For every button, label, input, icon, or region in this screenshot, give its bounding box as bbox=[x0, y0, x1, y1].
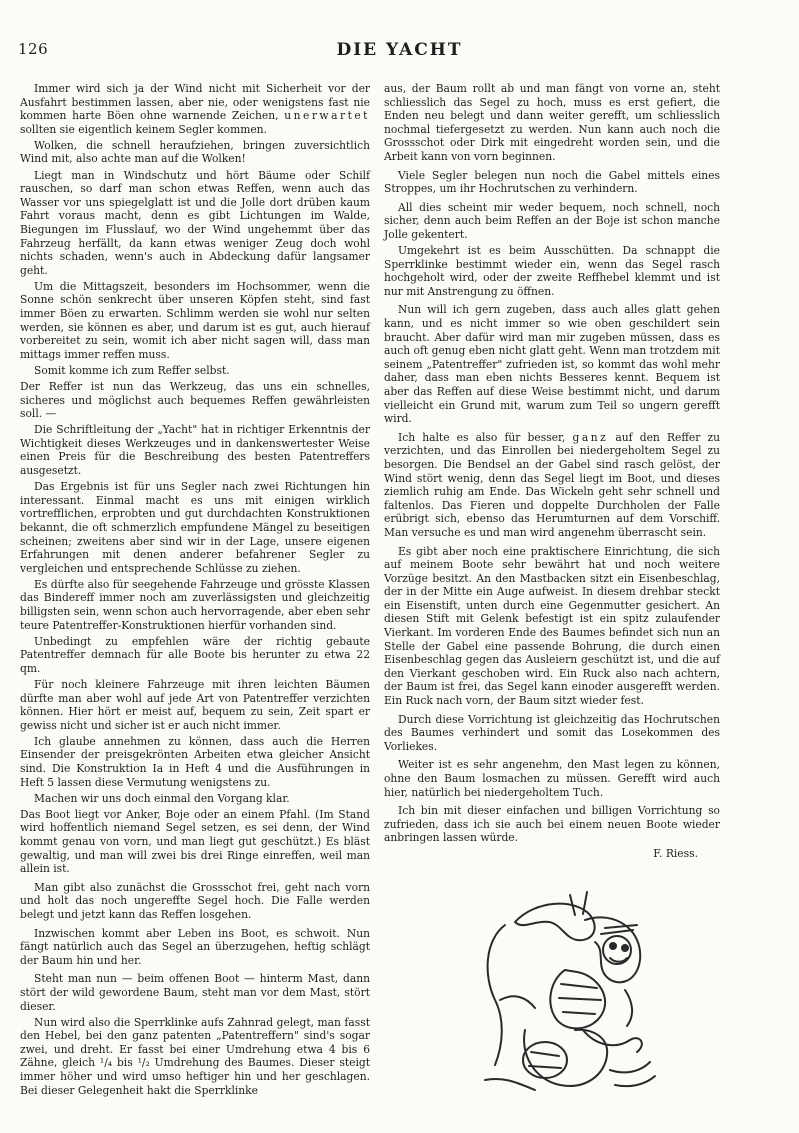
paragraph: Nun wird also die Sperrklinke aufs Zahnrad gelegt, man fasst den Hebel, bei den ganz patenten „Patentreffern" sind's sogar zwei, und dreht. Er fasst bei einer Umdrehung etwa 4 bis 6 Zähne, gleich ¹/₄ bis ¹/₂ Umdrehung des Baumes. Dieser steigt immer höher und wird umso heftiger hin und her geschlagen. Bei dieser Gelegenheit hakt die Sperrklinke bbox=[20, 1015, 370, 1097]
paragraph: Ich bin mit dieser einfachen und billigen Vorrichtung so zufrieden, dass ich sie auch bei einem neuen Boote wieder anbringen lassen würde. bbox=[384, 804, 720, 845]
paragraph: Ich halte es also für besser, ganz auf den Reffer zu verzichten, und das Einrollen bei niedergeholtem Segel zu besorgen. Die Bendsel an der Gabel sind rasch gelöst, der Wind stört wenig, denn das Segel liegt im Boot, und dieses ziemlich ruhig am Ende. Das Wickeln geht sehr schnell und faltenlos. Das Fieren und doppelte Durchholen der Falle erübrigt sich, ebenso das Herumturnen auf dem Vorschiff. Man versuche es und man wird angenehm überrascht sein. bbox=[384, 430, 721, 539]
paragraph: Somit komme ich zum Reffer selbst. bbox=[34, 363, 230, 377]
paragraph: Ich glaube annehmen zu können, dass auch die Herren Einsender der preisgekrönten Arbeiten etwa gleicher Ansicht sind. Die Konstruktion Ia in Heft 4 und die Ausführungen in Heft 5 lassen diese Vermutung wenigstens zu. bbox=[20, 734, 370, 789]
paragraph: Das Ergebnis ist für uns Segler nach zwei Richtungen hin interessant. Einmal macht es uns mit einigen wirklich vortrefflichen, erprobten und gut durchdachten Konstruktionen bekannt, die oft schmerzlich empfundene Mängel zu beseitigen scheinen; zweitens aber sind wir in der Lage, unsere eigenen Erfahrungen mit denen anderer befahrener Segler zu vergleichen und entsprechende Schlüsse zu ziehen. bbox=[20, 480, 370, 575]
paragraph: Steht man nun — beim offenen Boot — hinterm Mast, dann stört der wild gewordene Baum, steht man vor dem Mast, stört dieser. bbox=[20, 972, 370, 1013]
paragraph: Liegt man in Windschutz und hört Bäume oder Schilf rauschen, so darf man schon etwas Reffen, wenn auch das Wasser vor uns spiegelglatt ist und die Jolle dort drüben kaum Fahrt voraus macht, denn es gibt Lichtungen im Walde, Biegungen im Flusslauf, wo der Wind ungehemmt über das Fahrzeug herfällt, da kann etwas weniger Zeug doch wohl nichts schaden, wenn's auch in Abdeckung dafür langsamer geht. bbox=[20, 168, 370, 277]
paragraph: Nun will ich gern zugeben, dass auch alles glatt gehen kann, und es nicht immer so wie oben geschildert sein braucht. Aber dafür wird man mir zugeben müssen, dass es auch oft genug eben nicht glatt geht. Wenn man trotzdem mit seinem „Patentreffer" zufrieden ist, so kommt das wohl mehr daher, dass man eben nichts Besseres kennt. Bequem ist aber das Reffen auf diese Weise bestimmt nicht, und darum vielleicht ein Grund mit, warum zum Teil so ungern gerefft wird. bbox=[384, 303, 720, 426]
paragraph: Immer wird sich ja der Wind nicht mit Sicherheit vor der Ausfahrt bestimmen lassen, aber nie, oder wenigstens fast nie kommen harte Böen ohne warnende Zeichen, unerwartet sollten sie eigentlich keinem Segler kommen. bbox=[20, 82, 370, 136]
paragraph: Für noch kleinere Fahrzeuge mit ihren leichten Bäumen dürfte man aber wohl auf jede Art von Patentreffer verzichten können. Hier hört er meist auf, bequem zu sein, Zeit spart er gewiss nicht und sicher ist er auch nicht immer. bbox=[20, 677, 370, 732]
sailor-caricature-sketch-icon bbox=[465, 880, 665, 1095]
paragraph: Der Reffer ist nun das Werkzeug, das uns ein schnelles, sicheres und möglichst auch bequemes Reffen gewährleisten soll. — bbox=[20, 379, 370, 421]
paragraph: aus, der Baum rollt ab und man fängt von vorne an, steht schliesslich das Segel zu hoch, muss es erst gefiert, die Enden neu belegt und dann weiter gerefft, um schliesslich nochmal tiefergesetzt zu werden. Nun kann auch noch die Grossschot oder Dirk mit eingedreht worden sein, und die Arbeit kann von vorn beginnen. bbox=[384, 82, 720, 163]
paragraph: Wolken, die schnell heraufziehen, bringen zuversichtlich Wind mit, also achte man auf die Wolken! bbox=[20, 138, 370, 166]
paragraph: Machen wir uns doch einmal den Vorgang klar. bbox=[34, 791, 290, 805]
paragraph: Viele Segler belegen nun noch die Gabel mittels eines Stroppes, um ihr Hochrutschen zu verhindern. bbox=[384, 168, 720, 196]
paragraph: Unbedingt zu empfehlen wäre der richtig gebaute Patentreffer demnach für alle Boote bis herunter zu etwa 22 qm. bbox=[20, 634, 370, 675]
paragraph: Es dürfte also für seegehende Fahrzeuge und grösste Klassen das Bindereff immer noch am zuverlässigsten und gleichzeitig billigsten sein, wenn schon auch hervorragende, aber eben sehr teure Patentreffer-Konstruktionen hierfür vorhanden sind. bbox=[20, 577, 370, 632]
paragraph: Es gibt aber noch eine praktischere Einrichtung, die sich auf meinem Boote sehr bewährt hat und noch weitere Vorzüge besitzt. An den Mastbacken sitzt ein Eisenbeschlag, der in der Mitte ein Auge aufweist. In diesem drehbar steckt ein Eisenstift, unten durch eine Gegenmutter gesichert. An diesen Stift mit Gelenk befestigt ist ein spitz zulaufender Vierkant. Im vorderen Ende des Baumes befindet sich nun an Stelle der Gabel eine passende Bohrung, die durch einen Eisenbeschlag gegen das Ausleiern geschützt ist, und die auf den Vierkant geschoben wird. Ein Ruck also nach achtern, der Baum ist frei, das Segel kann einoder ausgerefft werden. Ein Ruck nach vorn, der Baum sitzt wieder fest. bbox=[384, 544, 720, 708]
paragraph: Durch diese Vorrichtung ist gleichzeitig das Hochrutschen des Baumes verhindert und somit das Losekommen des Vorliekes. bbox=[384, 712, 720, 753]
paragraph: Das Boot liegt vor Anker, Boje oder an einem Pfahl. (Im Stand wird hoffentlich niemand Segel setzen, es sei denn, der Wind kommt genau von vorn, und man liegt gut geschützt.) Es bläst gewaltig, und man will zwei bis drei Ringe einreffen, weil man allein ist. bbox=[20, 807, 370, 876]
running-title: DIE YACHT bbox=[336, 40, 463, 60]
page-number: 126 bbox=[18, 40, 49, 58]
paragraph: Um die Mittagszeit, besonders im Hochsommer, wenn die Sonne schön senkrecht über unseren Köpfen steht, sind fast immer Böen zu erwarten. Schlimm werden sie wohl nur selten werden, sie können es aber, und darum ist es gut, auch hierauf vorbereitet zu sein, womit ich aber nicht sagen will, dass man mittags immer reffen muss. bbox=[20, 279, 370, 361]
paragraph: Weiter ist es sehr angenehm, den Mast legen zu können, ohne den Baum losmachen zu müssen. Gerefft wird auch hier, natürlich bei niedergeholtem Tuch. bbox=[384, 758, 720, 799]
author-signature: F. Riess. bbox=[653, 847, 698, 861]
paragraph: Man gibt also zunächst die Grossschot frei, geht nach vorn und holt das noch ungereffte Segel hoch. Die Falle werden belegt und jetzt kann das Reffen losgehen. bbox=[20, 880, 370, 921]
paragraph: Die Schriftleitung der „Yacht" hat in richtiger Erkenntnis der Wichtigkeit dieses Werkzeuges und in dankenswertester Weise einen Preis für die Beschreibung des besten Patentreffers ausgesetzt. bbox=[20, 423, 370, 478]
paragraph: Umgekehrt ist es beim Ausschütten. Da schnappt die Sperrklinke bestimmt wieder ein, wenn das Segel rasch hochgeholt wird, oder der zweite Reffhebel klemmt und ist nur mit Anstrengung zu öffnen. bbox=[384, 244, 720, 298]
right-column bbox=[384, 82, 720, 864]
paragraph: All dies scheint mir weder bequem, noch schnell, noch sicher, denn auch beim Reffen an der Boje ist schon manche Jolle gekentert. bbox=[384, 200, 720, 241]
paragraph: Inzwischen kommt aber Leben ins Boot, es schwoit. Nun fängt natürlich auch das Segel an überzugehen, heftig schlägt der Baum hin und her. bbox=[20, 926, 370, 967]
left-column bbox=[20, 82, 370, 1100]
